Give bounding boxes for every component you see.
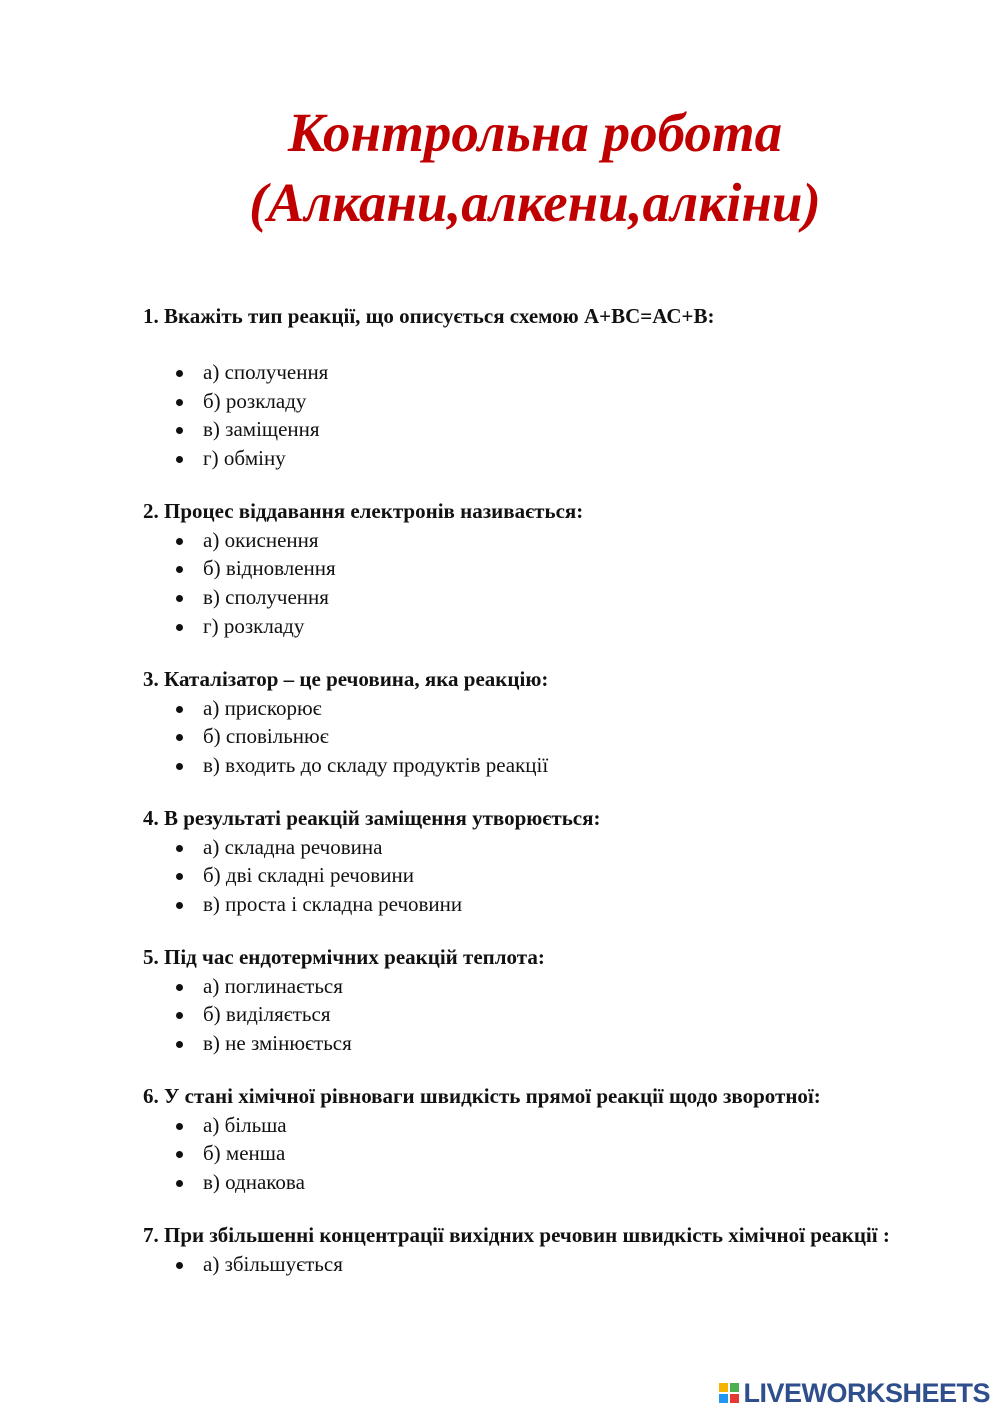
option-label: б) сповільнює — [203, 724, 329, 749]
answer-option[interactable] — [143, 358, 943, 387]
bullet-icon — [176, 399, 183, 406]
question-3 — [143, 665, 943, 780]
bullet-icon — [176, 984, 183, 991]
option-label: а) окиснення — [203, 527, 319, 552]
bullet-icon — [176, 763, 183, 770]
option-label: в) входить до складу продуктів реакції — [203, 752, 549, 777]
options-list — [143, 972, 943, 1058]
question-list — [143, 302, 943, 1278]
bullet-icon — [176, 1123, 183, 1130]
option-label: а) поглинається — [203, 973, 343, 998]
bullet-icon — [176, 734, 183, 741]
option-label: г) обміну — [203, 446, 286, 471]
options-list — [143, 1111, 943, 1197]
question-text: 5. Під час ендотермічних реакцій теплота: — [143, 944, 545, 969]
option-label: а) прискорює — [203, 695, 322, 720]
bullet-icon — [176, 845, 183, 852]
question-text: 3. Каталізатор – це речовина, яка реакцію: — [143, 666, 549, 691]
bullet-icon — [176, 538, 183, 545]
answer-option[interactable] — [143, 1000, 943, 1029]
option-label: а) більша — [203, 1112, 287, 1137]
bullet-icon — [176, 873, 183, 880]
answer-option[interactable] — [143, 861, 943, 890]
answer-option[interactable] — [143, 833, 943, 862]
answer-option[interactable] — [143, 526, 943, 555]
options-list — [143, 694, 943, 780]
option-label: в) проста і складна речовини — [203, 891, 463, 916]
answer-option[interactable] — [143, 1029, 943, 1058]
question-6 — [143, 1082, 943, 1197]
answer-option[interactable] — [143, 387, 943, 416]
option-label: б) відновлення — [203, 556, 336, 581]
answer-option[interactable] — [143, 751, 943, 780]
question-text: 6. У стані хімічної рівноваги швидкість прямої реакції щодо зворотної: — [143, 1083, 821, 1108]
option-label: б) менша — [203, 1141, 286, 1166]
title-line-2: (Алкани,алкени,алкіни) — [249, 172, 821, 233]
bullet-icon — [176, 1262, 183, 1269]
answer-option[interactable] — [143, 554, 943, 583]
question-text: 1. Вкажіть тип реакції, що описується схемою А+ВС=АС+В: — [143, 304, 715, 328]
option-label: б) дві складні речовини — [203, 863, 414, 888]
bullet-icon — [176, 427, 183, 434]
answer-option[interactable] — [143, 583, 943, 612]
options-list — [143, 1250, 943, 1279]
answer-option[interactable] — [143, 1139, 943, 1168]
bullet-icon — [176, 566, 183, 573]
option-label: а) сполучення — [203, 360, 329, 384]
options-list — [143, 358, 943, 473]
title-line-1: Контрольна робота — [287, 102, 783, 163]
option-label: в) однакова — [203, 1170, 305, 1195]
answer-option[interactable] — [143, 972, 943, 1001]
option-label: б) виділяється — [203, 1002, 331, 1027]
option-label: а) складна речовина — [203, 834, 383, 859]
liveworksheets-logo — [719, 1378, 990, 1408]
answer-option[interactable] — [143, 1111, 943, 1140]
question-7 — [143, 1221, 943, 1279]
options-list — [143, 526, 943, 641]
options-list — [143, 833, 943, 919]
option-label: а) збільшується — [203, 1251, 343, 1276]
question-text: 2. Процес віддавання електронів називається: — [143, 498, 584, 523]
answer-option[interactable] — [143, 722, 943, 751]
option-label: в) заміщення — [203, 417, 320, 442]
option-label: б) розкладу — [203, 388, 307, 413]
bullet-icon — [176, 902, 183, 909]
bullet-icon — [176, 595, 183, 602]
answer-option[interactable] — [143, 612, 943, 641]
bullet-icon — [176, 706, 183, 713]
answer-option[interactable] — [143, 890, 943, 919]
question-text: 7. При збільшенні концентрації вихідних речовин швидкість хімічної реакції : — [143, 1222, 890, 1247]
question-2 — [143, 497, 943, 641]
bullet-icon — [176, 1180, 183, 1187]
liveworksheets-logo-text: LIVEWORKSHEETS — [743, 1377, 990, 1408]
liveworksheets-logo-icon — [719, 1383, 739, 1403]
bullet-icon — [176, 624, 183, 631]
question-5 — [143, 943, 943, 1058]
bullet-icon — [176, 456, 183, 463]
answer-option[interactable] — [143, 694, 943, 723]
option-label: в) сполучення — [203, 585, 329, 610]
answer-option[interactable] — [143, 415, 943, 444]
answer-option[interactable] — [143, 1168, 943, 1197]
bullet-icon — [176, 1012, 183, 1019]
bullet-icon — [176, 1041, 183, 1048]
option-label: г) розкладу — [203, 613, 305, 638]
bullet-icon — [176, 1151, 183, 1158]
question-text: 4. В результаті реакцій заміщення утворюється: — [143, 805, 601, 830]
question-1 — [143, 302, 943, 473]
question-4 — [143, 804, 943, 919]
bullet-icon — [176, 370, 183, 377]
option-label: в) не змінюється — [203, 1031, 352, 1055]
answer-option[interactable] — [143, 444, 943, 473]
page-title — [0, 98, 1000, 238]
answer-option[interactable] — [143, 1250, 943, 1279]
